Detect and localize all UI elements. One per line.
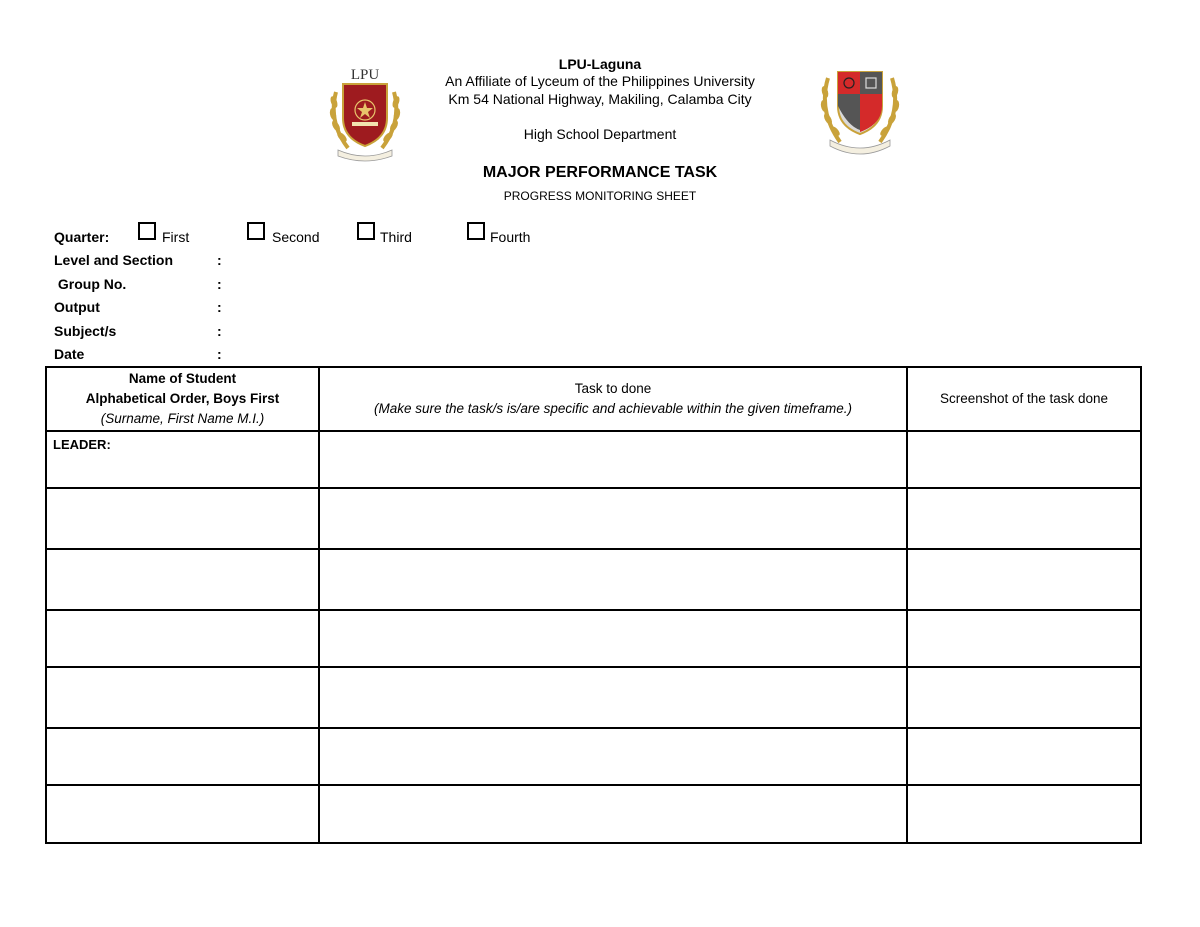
task-header (319, 367, 907, 431)
affiliate-line: An Affiliate of Lyceum of the Philippines University (445, 73, 755, 89)
page-title: MAJOR PERFORMANCE TASK (482, 164, 718, 181)
table-row (46, 728, 1141, 785)
screenshot-header-title: Screenshot of the task done (939, 391, 1109, 406)
output-label: Output (54, 299, 100, 315)
screenshot-cell[interactable] (907, 549, 1141, 610)
student-name-cell[interactable] (46, 431, 319, 488)
checkbox-second[interactable] (247, 222, 265, 240)
task-cell[interactable] (319, 728, 907, 785)
student-name-cell[interactable] (46, 728, 319, 785)
checkbox-second-label: Second (272, 229, 320, 245)
screenshot-cell[interactable] (907, 728, 1141, 785)
task-cell[interactable] (319, 549, 907, 610)
date-label: Date (54, 346, 85, 362)
output-colon: : (217, 299, 222, 315)
screenshot-cell[interactable] (907, 610, 1141, 667)
task-cell[interactable] (319, 488, 907, 549)
task-cell[interactable] (319, 667, 907, 728)
table-row (46, 667, 1141, 728)
table-row (46, 785, 1141, 843)
student-name-cell[interactable] (46, 785, 319, 843)
task-header-title: Task to done (574, 381, 652, 396)
student-name-header (46, 367, 319, 431)
level-section-colon: : (217, 252, 222, 268)
screenshot-cell[interactable] (907, 785, 1141, 843)
level-section-label: Level and Section (54, 252, 174, 268)
quarter-label: Quarter: (54, 229, 110, 245)
screenshot-cell[interactable] (907, 488, 1141, 549)
student-name-cell[interactable] (46, 667, 319, 728)
subjects-colon: : (217, 323, 222, 339)
checkbox-first[interactable] (138, 222, 156, 240)
student-name-header-title: Name of Student (128, 371, 237, 386)
screenshot-cell[interactable] (907, 431, 1141, 488)
leader-label: LEADER: (53, 437, 111, 452)
checkbox-third[interactable] (357, 222, 375, 240)
subjects-label: Subject/s (54, 323, 117, 339)
group-no-label: Group No. (54, 276, 127, 292)
date-colon: : (217, 346, 222, 362)
checkbox-fourth[interactable] (467, 222, 485, 240)
task-header-note: (Make sure the task/s is/are specific and achievable within the given timeframe.) (374, 401, 852, 416)
table-row (46, 431, 1141, 488)
task-cell[interactable] (319, 431, 907, 488)
address-line: Km 54 National Highway, Makiling, Calamba City (448, 91, 752, 107)
svg-text:LPU: LPU (350, 67, 380, 83)
department-line: High School Department (523, 126, 677, 142)
checkbox-first-label: First (162, 229, 190, 245)
table-row (46, 610, 1141, 667)
task-cell[interactable] (319, 610, 907, 667)
checkbox-fourth-label: Fourth (490, 229, 531, 245)
group-no-colon: : (217, 276, 222, 292)
screenshot-header (907, 367, 1141, 431)
table-row (46, 549, 1141, 610)
task-cell[interactable] (319, 785, 907, 843)
page-subtitle: PROGRESS MONITORING SHEET (503, 189, 697, 203)
student-name-cell[interactable] (46, 549, 319, 610)
student-name-header-order: Alphabetical Order, Boys First (85, 391, 280, 406)
student-name-cell[interactable] (46, 488, 319, 549)
school-name: LPU-Laguna (558, 56, 642, 72)
screenshot-cell[interactable] (907, 667, 1141, 728)
table-header-row (46, 367, 1141, 431)
student-name-header-format: (Surname, First Name M.I.) (100, 411, 265, 426)
table-row (46, 488, 1141, 549)
monitoring-table (45, 366, 1142, 844)
checkbox-third-label: Third (380, 229, 412, 245)
student-name-cell[interactable] (46, 610, 319, 667)
